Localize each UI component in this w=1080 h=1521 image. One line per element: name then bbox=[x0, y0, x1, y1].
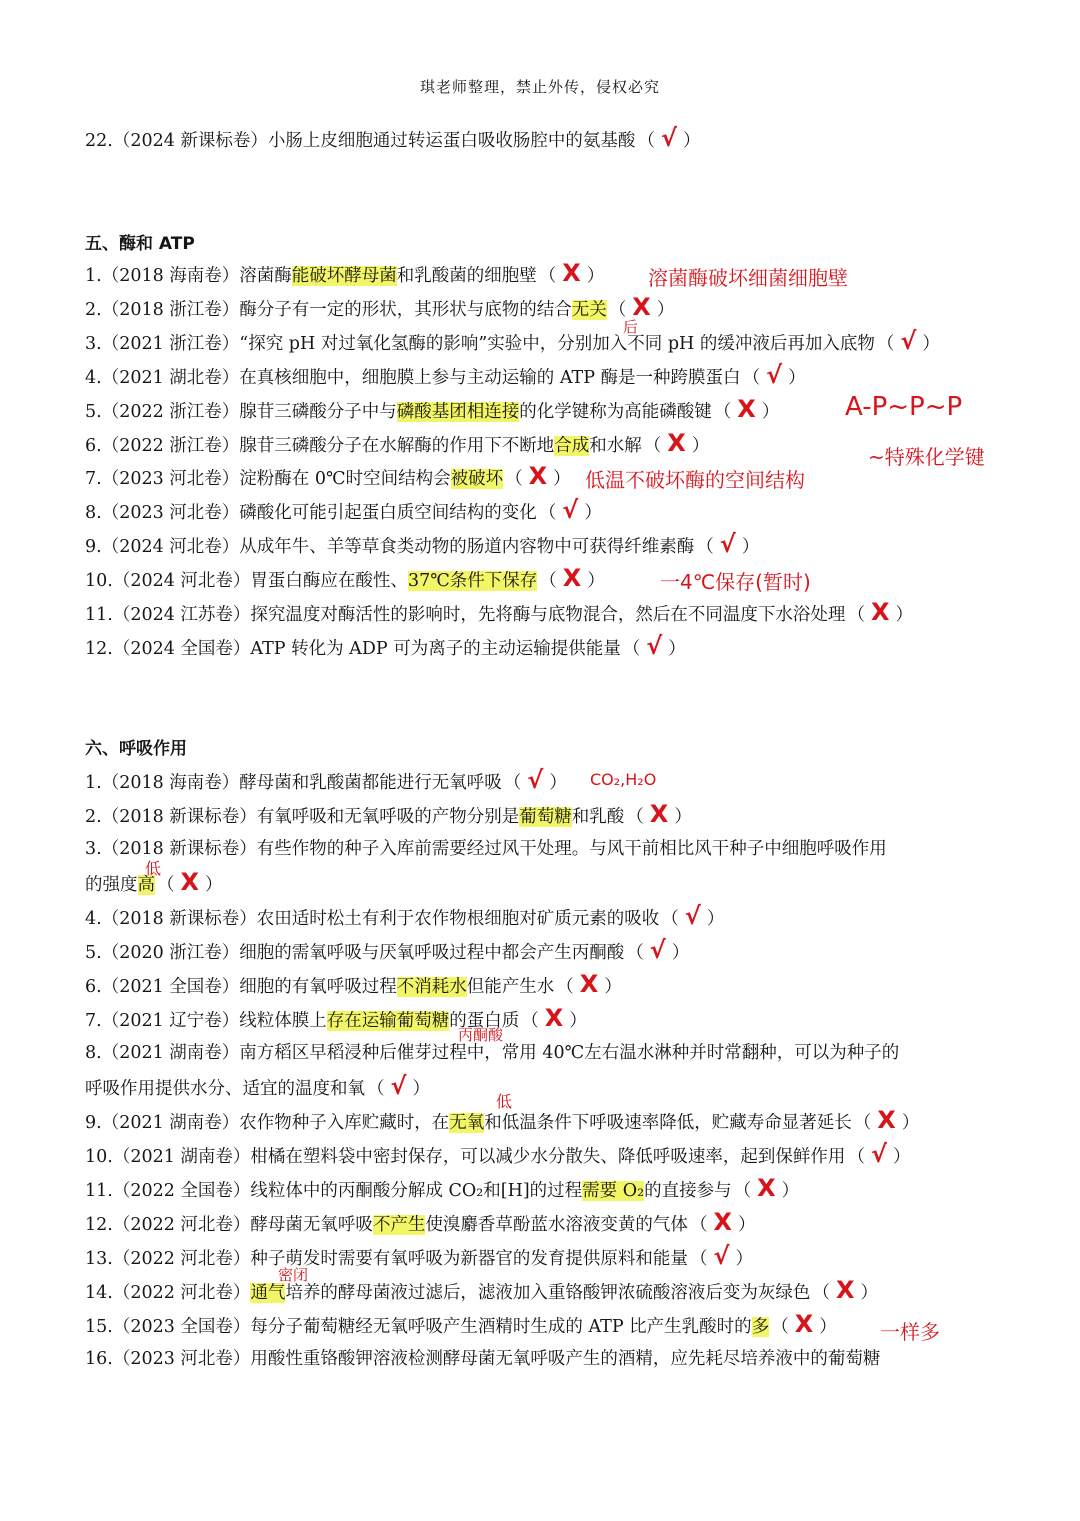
question-item: 15.（2023 全国卷）每分子葡萄糖经无氧呼吸产生酒精时生成的 ATP 比产生乳酸时的多 （ X ） bbox=[85, 1310, 837, 1338]
cross-mark-icon: X bbox=[562, 259, 581, 287]
highlighted-text: 磷酸基团相连接 bbox=[396, 401, 520, 422]
check-mark-icon: √ bbox=[684, 902, 701, 930]
highlighted-text: 存在运输葡萄糖 bbox=[326, 1011, 450, 1031]
question-item: 9.（2024 河北卷）从成年牛、羊等草食类动物的肠道内容物中可获得纤维素酶 （ √ ） bbox=[85, 530, 760, 559]
check-mark-icon: √ bbox=[390, 1072, 407, 1100]
handwritten-note: 一样多 bbox=[880, 1320, 940, 1344]
handwritten-note: 低 bbox=[496, 1092, 513, 1111]
handwritten-note: A-P~P~P bbox=[845, 392, 963, 422]
check-mark-icon: √ bbox=[870, 1140, 887, 1168]
check-mark-icon: √ bbox=[766, 360, 783, 389]
question-text: 11.（2024 江苏卷）探究温度对酶活性的影响时，先将酶与底物混合，然后在不同温度下水浴处理 bbox=[85, 605, 846, 625]
handwritten-note: ~特殊化学键 bbox=[868, 445, 985, 469]
highlighted-text: 能破坏酵母菌 bbox=[291, 266, 397, 286]
question-item: 1.（2018 海南卷）酵母菌和乳酸菌都能进行无氧呼吸 （ √ ） bbox=[85, 766, 567, 794]
question-text: 9.（2024 河北卷）从成年牛、羊等草食类动物的肠道内容物中可获得纤维素酶 bbox=[85, 537, 695, 558]
question-text: 12.（2022 河北卷）酵母菌无氧呼吸 bbox=[85, 1215, 373, 1235]
cross-mark-icon: X bbox=[632, 292, 651, 321]
check-mark-icon: √ bbox=[646, 631, 663, 660]
question-text: 8.（2023 河北卷）磷酸化可能引起蛋白质空间结构的变化 bbox=[85, 503, 537, 524]
question-text: 5.（2022 浙江卷）腺苷三磷酸分子中与 bbox=[85, 401, 397, 422]
question-item bbox=[85, 838, 887, 860]
question-item: 2.（2018 新课标卷）有氧呼吸和无氧呼吸的产物分别是葡萄糖和乳酸 （ X ） bbox=[85, 800, 692, 828]
check-mark-icon: √ bbox=[713, 1242, 730, 1270]
question-item: 12.（2024 全国卷）ATP 转化为 ADP 可为离子的主动运输提供能量 （ √ ） bbox=[85, 631, 686, 660]
question-item bbox=[85, 1348, 880, 1370]
cross-mark-icon: X bbox=[649, 800, 669, 828]
question-text: 16.（2023 河北卷）用酸性重铬酸钾溶液检测酵母菌无氧呼吸产生的酒精，应先耗尽培养液中的葡萄糖 bbox=[85, 1349, 881, 1369]
question-text: 6.（2021 全国卷）细胞的有氧呼吸过程 bbox=[85, 977, 397, 997]
question-item: 6.（2022 浙江卷）腺苷三磷酸分子在水解酶的作用下不断地合成和水解 （ X ） bbox=[85, 428, 710, 457]
cross-mark-icon: X bbox=[794, 1310, 814, 1338]
question-item: 5.（2020 浙江卷）细胞的需氧呼吸与厌氧呼吸过程中都会产生丙酮酸 （ √ ） bbox=[85, 936, 690, 964]
highlighted-text: 葡萄糖 bbox=[519, 807, 572, 827]
highlighted-text: 高 bbox=[137, 875, 155, 895]
question-text: 7.（2023 河北卷）淀粉酶在 0℃时空间结构会 bbox=[85, 469, 451, 490]
question-text: 8.（2021 湖南卷）南方稻区早稻浸种后催芽过程中，常用 40℃左右温水淋种并时常翻种，可以为种子的 bbox=[85, 1043, 900, 1063]
cross-mark-icon: X bbox=[579, 970, 599, 998]
question-text: 7.（2021 辽宁卷）线粒体膜上 bbox=[85, 1011, 327, 1031]
question-text: 但能产生水 bbox=[466, 977, 555, 997]
question-text: 3.（2018 新课标卷）有些作物的种子入库前需要经过风干处理。与风干前相比风干种子中细胞呼吸作用 bbox=[85, 839, 887, 859]
check-mark-icon: √ bbox=[719, 530, 736, 559]
handwritten-note: 一4℃保存(暂时) bbox=[660, 570, 811, 594]
question-text: 10.（2024 河北卷）胃蛋白酶应在酸性、 bbox=[85, 571, 408, 592]
handwritten-note: 溶菌酶破坏细菌细胞壁 bbox=[648, 266, 848, 290]
question-text: 4.（2018 新课标卷）农田适时松土有利于农作物根细胞对矿质元素的吸收 bbox=[85, 909, 660, 929]
highlighted-text: 被破坏 bbox=[450, 469, 504, 490]
question-text: 的直接参与 bbox=[644, 1181, 732, 1201]
cross-mark-icon: X bbox=[737, 394, 756, 423]
cross-mark-icon: X bbox=[667, 428, 686, 457]
page-header: 琪老师整理，禁止外传，侵权必究 bbox=[419, 78, 660, 96]
question-text: 培养的酵母菌液过滤后，滤液加入重铬酸钾浓硫酸溶液后变为灰绿色 bbox=[285, 1283, 811, 1303]
question-item: 7.（2023 河北卷）淀粉酶在 0℃时空间结构会被破坏 （ X ） bbox=[85, 462, 571, 491]
highlighted-text: 合成 bbox=[554, 435, 590, 456]
question-item: 11.（2022 全国卷）线粒体中的丙酮酸分解成 CO₂和[H]的过程需要 O₂的直接参与 （ X ） bbox=[85, 1174, 800, 1202]
question-text: 2.（2018 新课标卷）有氧呼吸和无氧呼吸的产物分别是 bbox=[85, 807, 520, 827]
handwritten-note: 丙酮酸 bbox=[458, 1026, 504, 1044]
question-text: 13.（2022 河北卷）种子萌发时需要有氧呼吸为新器官的发育提供原料和能量 bbox=[85, 1249, 688, 1269]
question-text: 和低温条件下呼吸速率降低，贮藏寿命显著延长 bbox=[484, 1113, 852, 1133]
question-item: 呼吸作用提供水分、适宜的温度和氧 （ √ ） bbox=[85, 1072, 431, 1100]
cross-mark-icon: X bbox=[870, 598, 890, 626]
cross-mark-icon: X bbox=[562, 564, 582, 593]
question-item: 4.（2021 湖北卷）在真核细胞中，细胞膜上参与主动运输的 ATP 酶是一种跨膜蛋白 （ √ ） bbox=[85, 360, 806, 389]
section-5-title: 五、酶和 ATP bbox=[85, 234, 195, 254]
highlighted-text: 需要 O₂ bbox=[582, 1181, 645, 1201]
handwritten-note: 后 bbox=[623, 318, 639, 336]
highlighted-text: 无氧 bbox=[449, 1113, 485, 1133]
question-text: 使溴麝香草酚蓝水溶液变黄的气体 bbox=[425, 1215, 688, 1235]
question-text: 12.（2024 全国卷）ATP 转化为 ADP 可为离子的主动运输提供能量 bbox=[85, 638, 621, 659]
question-text: 呼吸作用提供水分、适宜的温度和氧 bbox=[85, 1079, 365, 1099]
question-item: 10.（2021 湖南卷）柑橘在塑料袋中密封保存，可以减少水分散失、降低呼吸速率，起到保鲜作用 （ √ ） bbox=[85, 1140, 911, 1168]
question-item: 6.（2021 全国卷）细胞的有氧呼吸过程不消耗水但能产生水 （ X ） bbox=[85, 970, 622, 998]
highlighted-text: 无关 bbox=[571, 299, 607, 320]
question-item bbox=[85, 1042, 899, 1064]
highlighted-text: 不消耗水 bbox=[396, 977, 467, 997]
question-item: 2.（2018 浙江卷）酶分子有一定的形状，其形状与底物的结合无关 （ X ） bbox=[85, 292, 675, 321]
question-text: 6.（2022 浙江卷）腺苷三磷酸分子在水解酶的作用下不断地 bbox=[85, 435, 555, 456]
question-text: 15.（2023 全国卷）每分子葡萄糖经无氧呼吸产生酒精时生成的 ATP 比产生乳酸时的 bbox=[85, 1317, 752, 1337]
question-text: 和乳酸 bbox=[571, 807, 625, 827]
question-item: 9.（2021 湖南卷）农作物种子入库贮藏时，在无氧和低温条件下呼吸速率降低，贮藏寿命显著延长 （ X ） bbox=[85, 1106, 920, 1134]
question-text: 10.（2021 湖南卷）柑橘在塑料袋中密封保存，可以减少水分散失、降低呼吸速率，起到保鲜作用 bbox=[85, 1147, 846, 1167]
cross-mark-icon: X bbox=[544, 1004, 564, 1032]
handwritten-note: 密闭 bbox=[278, 1266, 309, 1284]
question-item: 4.（2018 新课标卷）农田适时松土有利于农作物根细胞对矿质元素的吸收 （ √ ） bbox=[85, 902, 725, 930]
question-text: 11.（2022 全国卷）线粒体中的丙酮酸分解成 CO₂和[H]的过程 bbox=[85, 1181, 583, 1201]
question-item: 12.（2022 河北卷）酵母菌无氧呼吸不产生使溴麝香草酚蓝水溶液变黄的气体 （ X ） bbox=[85, 1208, 756, 1236]
highlighted-text: 通气 bbox=[250, 1283, 286, 1303]
highlighted-text: 多 bbox=[751, 1317, 770, 1337]
handwritten-note: CO₂,H₂O bbox=[590, 770, 657, 789]
question-text: 1.（2018 海南卷）酵母菌和乳酸菌都能进行无氧呼吸 bbox=[85, 773, 502, 793]
check-mark-icon: √ bbox=[660, 124, 677, 152]
question-item: 3.（2021 浙江卷）“探究 pH 对过氧化氢酶的影响”实验中，分别加入不同 pH 的缓冲液后再加入底物 （ √ ） bbox=[85, 326, 940, 355]
question-text: 1.（2018 海南卷）溶菌酶 bbox=[85, 266, 292, 286]
question-item: 11.（2024 江苏卷）探究温度对酶活性的影响时，先将酶与底物混合，然后在不同温度下水浴处理 （ X ） bbox=[85, 598, 913, 626]
highlighted-text: 不产生 bbox=[372, 1215, 426, 1235]
question-text: 和水解 bbox=[589, 435, 642, 456]
question-text: 2.（2018 浙江卷）酶分子有一定的形状，其形状与底物的结合 bbox=[85, 299, 572, 320]
cross-mark-icon: X bbox=[835, 1276, 855, 1304]
check-mark-icon: √ bbox=[562, 496, 579, 525]
question-text: 5.（2020 浙江卷）细胞的需氧呼吸与厌氧呼吸过程中都会产生丙酮酸 bbox=[85, 943, 625, 963]
handwritten-note: 低温不破坏酶的空间结构 bbox=[585, 468, 805, 492]
cross-mark-icon: X bbox=[528, 462, 548, 491]
section-6-title: 六、呼吸作用 bbox=[85, 739, 187, 759]
question-item: 的强度高 （ X ） bbox=[85, 868, 223, 896]
highlighted-text: 37℃条件下保存 bbox=[407, 571, 538, 592]
question-item: 1.（2018 海南卷）溶菌酶能破坏酵母菌和乳酸菌的细胞壁 （ X ） bbox=[85, 259, 605, 287]
cross-mark-icon: X bbox=[180, 868, 200, 896]
check-mark-icon: √ bbox=[527, 766, 544, 794]
question-item: 14.（2022 河北卷）通气培养的酵母菌液过滤后，滤液加入重铬酸钾浓硫酸溶液后变为灰绿色 （ X ） bbox=[85, 1276, 878, 1304]
question-item: 10.（2024 河北卷）胃蛋白酶应在酸性、37℃条件下保存 （ X ） bbox=[85, 564, 605, 593]
question-text: 的强度 bbox=[85, 875, 138, 895]
cross-mark-icon: X bbox=[877, 1106, 896, 1134]
question-text: 的蛋白质 bbox=[449, 1011, 520, 1031]
question-item: 7.（2021 辽宁卷）线粒体膜上存在运输葡萄糖的蛋白质 （ X ） bbox=[85, 1004, 587, 1032]
question-text: 4.（2021 湖北卷）在真核细胞中，细胞膜上参与主动运输的 ATP 酶是一种跨膜蛋白 bbox=[85, 367, 741, 388]
check-mark-icon: √ bbox=[900, 326, 917, 355]
question-text: 和乳酸菌的细胞壁 bbox=[396, 266, 537, 286]
question-item: 5.（2022 浙江卷）腺苷三磷酸分子中与磷酸基团相连接的化学键称为高能磷酸键 （ X ） bbox=[85, 394, 780, 423]
question-text: 9.（2021 湖南卷）农作物种子入库贮藏时，在 bbox=[85, 1113, 450, 1133]
cross-mark-icon: X bbox=[713, 1208, 732, 1236]
question-text: 3.（2021 浙江卷）“探究 pH 对过氧化氢酶的影响”实验中，分别加入不同 pH 的缓冲液后再加入底物 bbox=[85, 333, 875, 354]
question-text: 的化学键称为高能磷酸键 bbox=[519, 401, 712, 422]
handwritten-note: 低 bbox=[145, 859, 162, 878]
check-mark-icon: √ bbox=[649, 936, 666, 964]
question-item: 13.（2022 河北卷）种子萌发时需要有氧呼吸为新器官的发育提供原料和能量 （ √ ） bbox=[85, 1242, 753, 1270]
question-item: 8.（2023 河北卷）磷酸化可能引起蛋白质空间结构的变化 （ √ ） bbox=[85, 496, 602, 525]
top-item: 22.（2024 新课标卷）小肠上皮细胞通过转运蛋白吸收肠腔中的氨基酸 （ √ ） bbox=[85, 124, 701, 152]
cross-mark-icon: X bbox=[757, 1174, 776, 1202]
question-text: 14.（2022 河北卷） bbox=[85, 1283, 251, 1303]
